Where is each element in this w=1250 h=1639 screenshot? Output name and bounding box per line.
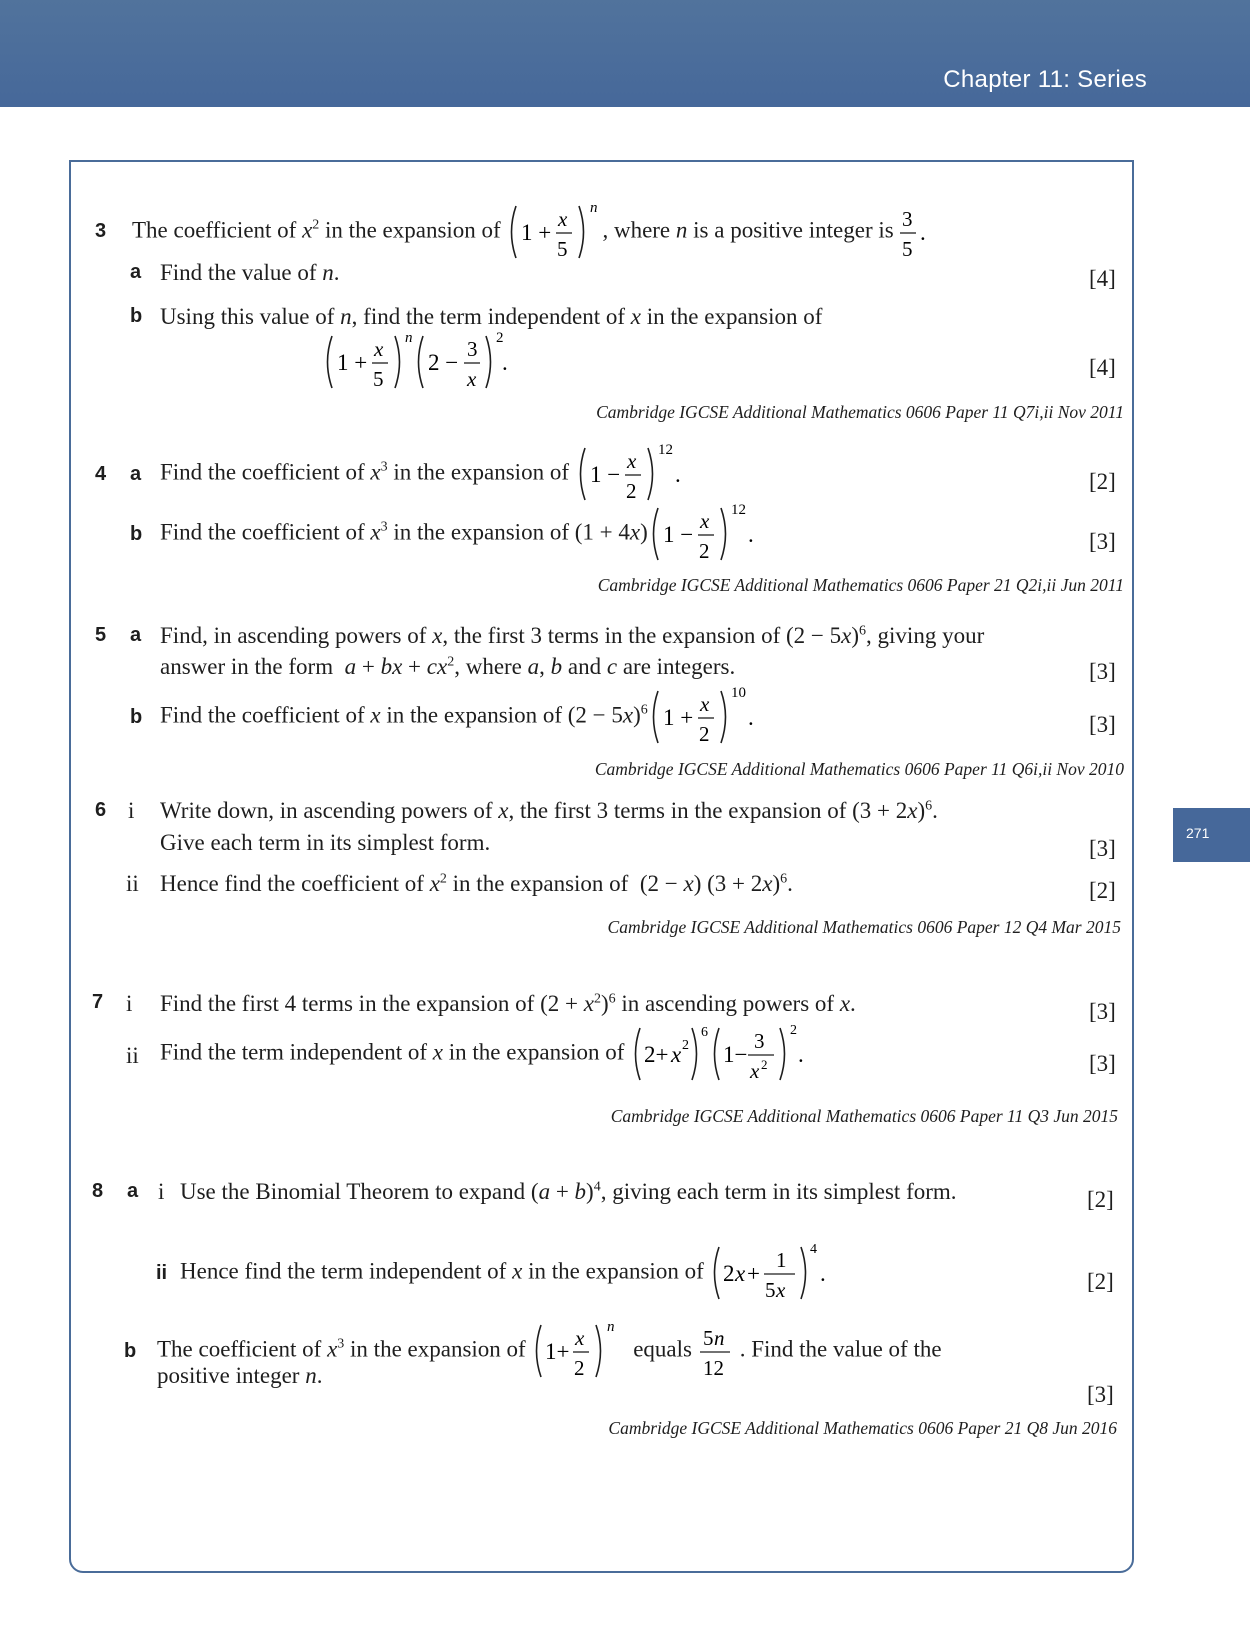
svg-text:1 −: 1 − [589,462,620,487]
svg-text:2: 2 [496,330,504,346]
svg-text:.: . [502,350,508,375]
svg-text:12: 12 [657,442,673,458]
svg-text:12: 12 [730,502,746,518]
svg-text:3: 3 [902,207,913,231]
svg-text:x: x [735,1261,746,1286]
part-text: Hence find the coefficient of $x^2$ in the expansion of (2 − x) $(3 + 2x)^6$. [160,871,793,896]
svg-text:1+: 1+ [545,1339,570,1364]
part-label: b [124,1340,137,1362]
part-label: a [130,463,142,485]
part-label: a [130,261,142,283]
part-text: Find the first 4 terms in the expansion of $(2 + x^2)^6$ in ascending powers of x. [160,991,856,1016]
svg-text:2: 2 [761,1057,768,1072]
marks: [3] [1089,712,1116,737]
part-label: ii [126,871,139,896]
part-text: answer in the form a + bx + $cx^2$, where a, b and c are integers. [160,654,736,679]
fraction [698,1319,740,1383]
svg-text:5: 5 [765,1278,776,1302]
source-citation: Cambridge IGCSE Additional Mathematics 0606 Paper 21 Q8 Jun 2016 [608,1418,1117,1438]
svg-text:5: 5 [373,367,384,391]
svg-text:1−: 1− [723,1042,748,1067]
svg-text:.: . [798,1042,804,1067]
svg-text:10: 10 [730,685,746,701]
marks: [2] [1087,1187,1114,1212]
part-text: The coefficient of $x^3$ in the expansion of 1+ x 2 n equals 5 n 12 . Find the value of the [157,1319,942,1383]
part-text: Find the coefficient of $x^3$ in the expansion of 1 − x 2 12 . [160,442,685,506]
part-label: b [130,305,143,327]
marks: [2] [1089,469,1116,494]
svg-text:2: 2 [698,539,710,563]
svg-text:n: n [607,1319,615,1335]
marks: [3] [1089,659,1116,684]
math-expression [506,200,602,264]
part-text: Find, in ascending powers of x, the first 3 terms in the expansion of $(2 - 5x)^6$, giving your [160,623,985,648]
svg-text:x: x [750,1059,760,1083]
part-label: i [128,798,135,823]
part-text: Give each term in its simplest form. [160,830,491,855]
marks: [2] [1089,878,1116,903]
page-number: 271 [1186,825,1210,841]
part-label: ii [126,1043,139,1068]
svg-text:.: . [920,220,927,245]
part-label: b [130,523,143,545]
marks: [3] [1089,529,1116,554]
marks: [3] [1089,1051,1116,1076]
svg-text:.: . [674,462,681,487]
chapter-header-band [0,0,1250,107]
svg-text:x: x [699,509,710,533]
fraction [899,200,929,264]
question-number: 5 [95,624,107,646]
svg-text:3: 3 [467,337,478,361]
marks: [3] [1087,1382,1114,1407]
part-text: Find the term independent of x in the expansion of 2+ x 2 6 1− 3 x 2 2 . [160,1022,830,1086]
svg-text:2: 2 [574,1356,585,1380]
svg-text:5: 5 [557,237,568,261]
part-text: Write down, in ascending powers of x, the first 3 terms in the expansion of $(3 + 2x)^6$. [160,798,938,823]
source-citation: Cambridge IGCSE Additional Mathematics 0606 Paper 11 Q6i,ii Nov 2010 [594,759,1124,779]
part-text: Using this value of n, find the term independent of x in the expansion of [160,304,823,329]
svg-text:12: 12 [702,1356,724,1380]
svg-text:.: . [820,1261,827,1286]
part-label: a [127,1180,139,1202]
marks: [4] [1089,266,1116,291]
subpart-label: ii [156,1262,168,1284]
math-expression [575,442,685,506]
math-expression [648,685,758,749]
subpart-label: i [158,1179,165,1204]
svg-text:2: 2 [790,1023,798,1038]
part-label: b [130,706,143,728]
math-expression [648,502,758,566]
question-number: 6 [95,799,107,821]
question-number: 4 [95,463,107,485]
question-number: 3 [95,220,107,242]
svg-text:n: n [590,200,598,216]
marks: [3] [1089,999,1116,1024]
source-citation: Cambridge IGCSE Additional Mathematics 0606 Paper 11 Q7i,ii Nov 2011 [596,402,1124,422]
svg-text:3: 3 [754,1029,765,1053]
source-citation: Cambridge IGCSE Additional Mathematics 0606 Paper 11 Q3 Jun 2015 [610,1106,1118,1126]
source-citation: Cambridge IGCSE Additional Mathematics 0606 Paper 12 Q4 Mar 2015 [607,917,1121,937]
part-label: a [130,624,142,646]
svg-text:x: x [699,692,710,716]
svg-text:x: x [374,337,384,361]
question-number: 7 [92,991,104,1013]
marks: [3] [1089,836,1116,861]
svg-text:2: 2 [682,1038,690,1053]
svg-text:x: x [558,207,568,231]
math-expression [709,1241,829,1305]
part-text: Hence find the term independent of x in the expansion of 2 x + 1 5 x 4 . [180,1241,829,1305]
svg-text:1 +: 1 + [662,705,693,730]
page-number-tab [1173,808,1250,862]
svg-text:x: x [467,367,477,391]
svg-text:x: x [575,1326,585,1350]
svg-text:1 +: 1 + [337,350,368,375]
question-stem: The coefficient of $x^2$ in the expansion of 1 + x 5 n , where n is a positive integer is 3 5 . [132,200,929,264]
svg-text:.: . [747,522,754,547]
svg-text:2 −: 2 − [428,350,459,375]
svg-text:5: 5 [702,1326,714,1350]
svg-text:x: x [626,449,637,473]
part-text: Find the coefficient of x in the expansion of $(2 - 5x)^6$ 1 + x 2 10 . [160,685,758,749]
math-expression [531,1319,627,1383]
svg-text:2: 2 [625,479,637,503]
question-number: 8 [92,1180,104,1202]
svg-text:.: . [747,705,754,730]
svg-text:2+: 2+ [644,1042,669,1067]
svg-text:4: 4 [810,1242,818,1257]
svg-text:2: 2 [723,1261,735,1286]
svg-text:1 −: 1 − [662,522,693,547]
svg-text:1 +: 1 + [521,220,552,245]
svg-text:n: n [405,330,413,346]
part-text: Find the value of n. [160,260,340,285]
part-text: positive integer n. [157,1363,323,1388]
part-label: i [126,991,133,1016]
svg-text:1: 1 [776,1248,787,1272]
svg-text:2: 2 [698,722,710,746]
svg-text:+: + [747,1261,761,1286]
part-text: Find the coefficient of $x^3$ in the expansion of (1 + 4x) 1 − x 2 12 . [160,502,758,566]
source-citation: Cambridge IGCSE Additional Mathematics 0606 Paper 21 Q2i,ii Jun 2011 [597,575,1124,595]
math-expression [630,1022,830,1086]
svg-text:x: x [776,1278,786,1302]
svg-text:n: n [713,1326,725,1350]
marks: [2] [1087,1269,1114,1294]
part-text: Use the Binomial Theorem to expand $(a + b)^4$, giving each term in its simplest form. [180,1179,957,1204]
marks: [4] [1089,355,1116,380]
chapter-title: Chapter 11: Series [943,66,1147,93]
svg-text:6: 6 [701,1025,709,1040]
math-expression [322,330,522,394]
svg-text:5: 5 [902,237,913,261]
svg-text:x: x [671,1042,682,1067]
